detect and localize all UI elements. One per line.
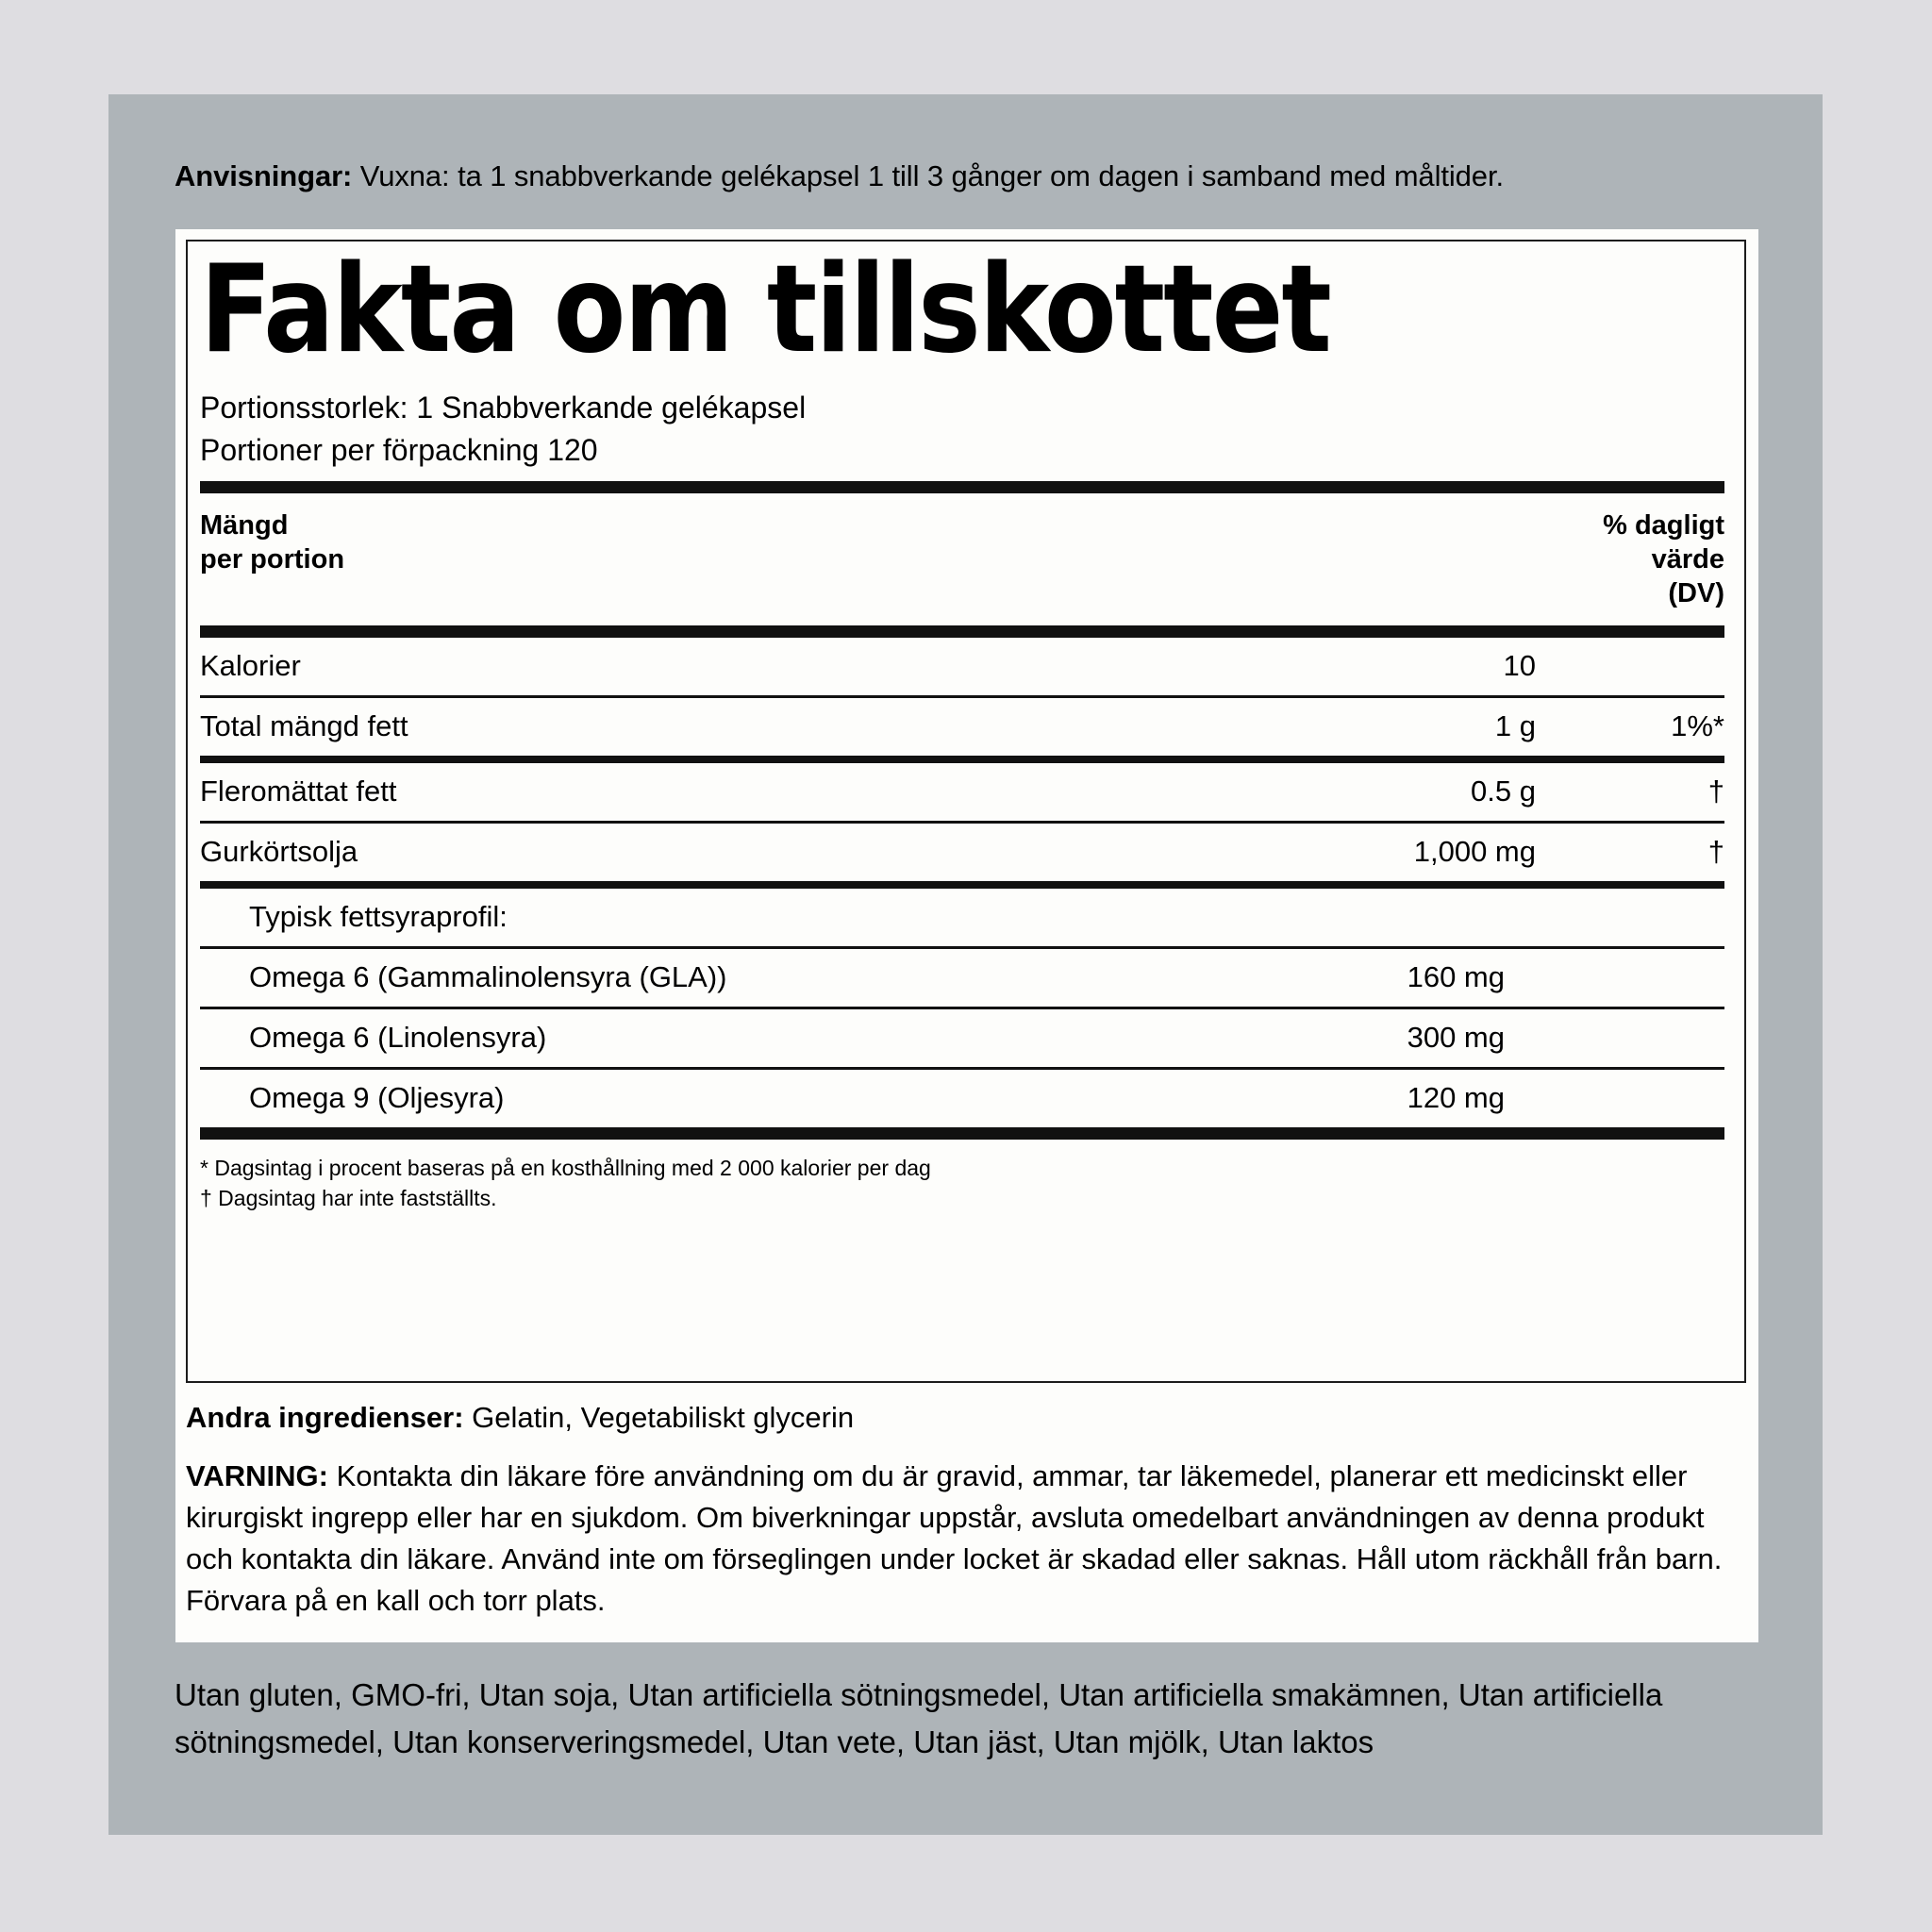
nutrient-name: Omega 6 (Linolensyra) bbox=[200, 1008, 1253, 1069]
dv-header-line2: värde bbox=[1651, 544, 1724, 575]
serving-info bbox=[200, 387, 1724, 472]
other-ingredients-text: Gelatin, Vegetabiliskt glycerin bbox=[463, 1401, 855, 1434]
directions-label: Anvisningar: bbox=[175, 159, 353, 192]
nutrition-table bbox=[200, 625, 1724, 1127]
supplement-facts-box bbox=[186, 240, 1746, 1383]
nutrient-amount: 1 g bbox=[1253, 697, 1536, 760]
table-row bbox=[200, 948, 1724, 1008]
footnote-asterisk: * Dagsintag i procent baseras på en kosthållning med 2 000 kalorier per dag bbox=[200, 1156, 931, 1180]
nutrient-amount bbox=[1253, 885, 1536, 948]
servings-per-container: Portioner per förpackning 120 bbox=[200, 433, 598, 467]
nutrient-amount: 0.5 g bbox=[1253, 759, 1536, 823]
rule-above-header bbox=[200, 481, 1724, 493]
nutrient-name: Fleromättat fett bbox=[200, 759, 1253, 823]
nutrient-daily-value bbox=[1536, 1008, 1724, 1069]
nutrient-name: Omega 9 (Oljesyra) bbox=[200, 1069, 1253, 1128]
nutrient-daily-value: † bbox=[1536, 823, 1724, 886]
nutrient-daily-value: 1%* bbox=[1536, 697, 1724, 760]
footnote-dagger: † Dagsintag har inte fastställts. bbox=[200, 1186, 497, 1210]
nutrient-daily-value bbox=[1536, 948, 1724, 1008]
nutrient-name: Total mängd fett bbox=[200, 697, 1253, 760]
footnotes bbox=[200, 1140, 1724, 1213]
dv-header-line1: % dagligt bbox=[1603, 510, 1724, 541]
nutrient-amount: 10 bbox=[1253, 632, 1536, 697]
nutrient-amount: 1,000 mg bbox=[1253, 823, 1536, 886]
table-row bbox=[200, 759, 1724, 823]
table-row bbox=[200, 823, 1724, 886]
supplement-facts-card bbox=[175, 229, 1758, 1642]
amount-header-line2: per portion bbox=[200, 544, 345, 575]
nutrient-daily-value bbox=[1536, 885, 1724, 948]
other-ingredients bbox=[186, 1400, 1742, 1436]
spacer bbox=[200, 472, 1724, 481]
nutrient-name: Gurkörtsolja bbox=[200, 823, 1253, 886]
warning-block bbox=[186, 1456, 1740, 1622]
product-claims: Utan gluten, GMO-fri, Utan soja, Utan artificiella sötningsmedel, Utan artificiella smakämnen, Utan artificiella sötningsmedel, Utan konserveringsmedel, Utan vete, Utan jäst, Utan mjölk, Utan laktos bbox=[175, 1677, 1663, 1759]
amount-header bbox=[200, 508, 344, 576]
dv-header bbox=[1603, 508, 1724, 610]
table-row bbox=[200, 632, 1724, 697]
nutrient-name: Typisk fettsyraprofil: bbox=[200, 885, 1253, 948]
table-row bbox=[200, 885, 1724, 948]
supplement-facts-title: Fakta om tillskottet bbox=[200, 240, 1330, 380]
directions-line bbox=[175, 158, 1740, 194]
nutrient-amount: 160 mg bbox=[1253, 948, 1536, 1008]
table-row bbox=[200, 697, 1724, 760]
other-ingredients-label: Andra ingredienser: bbox=[186, 1401, 464, 1434]
nutrient-daily-value bbox=[1536, 632, 1724, 697]
nutrition-table-body bbox=[200, 632, 1724, 1128]
warning-label: VARNING: bbox=[186, 1459, 328, 1492]
directions-text: Vuxna: ta 1 snabbverkande gelékapsel 1 till 3 gånger om dagen i samband med måltider. bbox=[352, 159, 1504, 192]
serving-size: Portionsstorlek: 1 Snabbverkande gelékapsel bbox=[200, 391, 807, 425]
warning-text: Kontakta din läkare före användning om du är gravid, ammar, tar läkemedel, planerar ett medicinskt eller kirurgiskt ingrepp eller har en sjukdom. Om biverkningar uppstår, avsluta omedelbart användningen av denna produkt och kontakta din läkare. Använd inte om förseglingen under locket är skadad eller saknas. Håll utom räckhåll från barn. Förvara på en kall och torr plats. bbox=[186, 1459, 1723, 1617]
dv-header-line3: (DV) bbox=[1668, 578, 1724, 608]
nutrient-name: Kalorier bbox=[200, 632, 1253, 697]
nutrient-amount: 120 mg bbox=[1253, 1069, 1536, 1128]
nutrient-daily-value bbox=[1536, 1069, 1724, 1128]
table-header bbox=[200, 493, 1724, 625]
nutrient-daily-value: † bbox=[1536, 759, 1724, 823]
nutrient-amount: 300 mg bbox=[1253, 1008, 1536, 1069]
table-row bbox=[200, 1069, 1724, 1128]
amount-header-line1: Mängd bbox=[200, 510, 289, 541]
table-row bbox=[200, 1008, 1724, 1069]
nutrient-name: Omega 6 (Gammalinolensyra (GLA)) bbox=[200, 948, 1253, 1008]
rule-below-table bbox=[200, 1127, 1724, 1140]
supplement-facts-inner bbox=[200, 240, 1724, 1213]
